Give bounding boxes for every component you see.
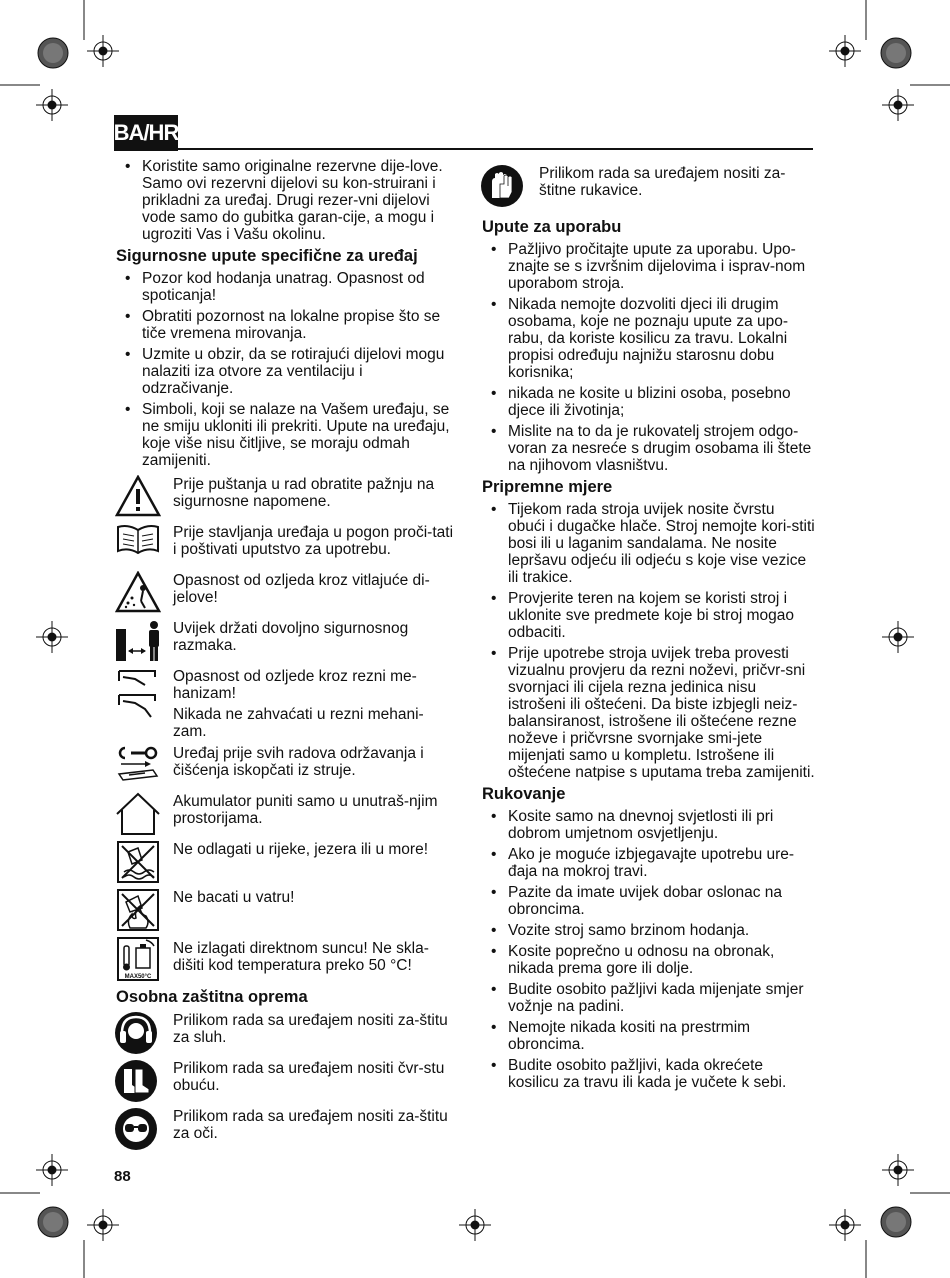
- symbol-row: [114, 792, 454, 836]
- list-item: • Kosite poprečno u odnosu na obronak, nikada prema gore ili dolje.: [480, 943, 815, 977]
- section-heading-ppe: Osobna zaštitna oprema: [116, 988, 308, 1006]
- ppe-row: [114, 1059, 454, 1103]
- svg-text:MAX50°C: MAX50°C: [124, 974, 152, 980]
- list-item: • Ako je moguće izbjegavajte upotrebu ure-đaja na mokroj travi.: [480, 846, 815, 880]
- gloves-icon: [480, 164, 524, 208]
- safety-boots-icon: [114, 1059, 158, 1103]
- symbol-row: [114, 523, 454, 567]
- symbol-text: Uređaj prije svih radova održavanja i čišćenja iskopčati iz struje.: [173, 745, 424, 779]
- right-column: [480, 158, 815, 1095]
- symbol-text: Prije stavljanja uređaja u pogon proči-tati i poštivati uputstvo za upotrebu.: [173, 524, 454, 558]
- symbol-row: [114, 475, 454, 519]
- symbol-text: Opasnost od ozljede kroz rezni me-hanizam!: [173, 668, 417, 702]
- list-item: • Prije upotrebe stroja uvijek treba provesti vizualnu provjeru da rezni noževi, pričvr-sni svornjaci ili cijela rezna jedinica nisu istrošeni ili oštećeni. Da biste izbjegli neiz-balansiranost, istrošene ili oštećene rezne noževe i pričvrsne svornjake smi-jete mijenjati samo u kompletu. Istrošene ili oštećene natpise s uputama treba zamijeniti.: [480, 645, 815, 781]
- list-item: • Obratiti pozornost na lokalne propise što se tiče vremena mirovanja.: [114, 308, 454, 342]
- ppe-row: [114, 1011, 454, 1055]
- no-heat-max50-icon: [114, 936, 162, 980]
- symbol-text: Prije puštanja u rad obratite pažnju na sigurnosne napomene.: [173, 476, 435, 510]
- no-water-disposal-icon: [114, 840, 162, 884]
- list-item: • Tijekom rada stroja uvijek nosite čvrstu obući i dugačke hlače. Stroj nemojte kori-stiti bosi ili u laganim sandalama. Ne nosite lepršavu odjeću ili odjeću s koje vise vezice ili trakice.: [480, 501, 815, 586]
- cutting-blade-hand-icon: [114, 667, 162, 737]
- list-item: • Provjerite teren na kojem se koristi stroj i uklonite sve predmete koje bi stroj mogao odbaciti.: [480, 590, 815, 641]
- list-item: • Pažljivo pročitajte upute za uporabu. Upo-znajte se s izvršnim dijelovima i isprav-nom uporabom stroja.: [480, 241, 815, 292]
- list-item: • Vozite stroj samo brzinom hodanja.: [480, 922, 815, 939]
- ppe-row: [114, 1107, 454, 1151]
- symbol-text: Ne izlagati direktnom suncu! Ne skla-dišiti kod temperatura preko 50 °C!: [173, 940, 429, 974]
- list-item: • Kosite samo na dnevnoj svjetlosti ili pri dobrom umjetnom osvjetljenju.: [480, 808, 815, 842]
- preparation-list: [480, 501, 815, 781]
- symbol-text: Ne odlagati u rijeke, jezera ili u more!: [173, 841, 429, 858]
- symbol-text: Opasnost od ozljeda kroz vitlajuće di-jelove!: [173, 572, 430, 606]
- list-item: • Pozor kod hodanja unatrag. Opasnost od spoticanja!: [114, 270, 454, 304]
- no-fire-icon: [114, 888, 162, 932]
- ppe-text: Prilikom rada sa uređajem nositi čvr-stu obuću.: [173, 1060, 445, 1094]
- header-rule: [114, 148, 813, 150]
- section-heading-device-safety: Sigurnosne upute specifične za uređaj: [116, 247, 418, 265]
- symbol-row: [114, 888, 454, 932]
- symbol-row: [114, 936, 454, 980]
- section-heading-usage: Upute za uporabu: [482, 218, 622, 236]
- usage-list: [480, 241, 815, 474]
- symbol-row: [114, 571, 454, 615]
- list-item: • Mislite na to da je rukovatelj strojem odgo-voran za nesreće s drugim osobama ili štete na njihovom vlasništvu.: [480, 423, 815, 474]
- symbol-text: Ne bacati u vatru!: [173, 889, 295, 906]
- open-manual-icon: [114, 523, 162, 567]
- symbol-text: Akumulator puniti samo u unutraš-njim prostorijama.: [173, 793, 438, 827]
- ppe-text: Prilikom rada sa uređajem nositi za-štitne rukavice.: [539, 165, 786, 199]
- symbol-row: [114, 667, 454, 740]
- page-number: 88: [114, 1168, 131, 1185]
- list-item: • nikada ne kosite u blizini osoba, posebno djece ili životinja;: [480, 385, 815, 419]
- left-column: [114, 158, 454, 1155]
- symbol-row: [114, 619, 454, 663]
- ppe-text: Prilikom rada sa uređajem nositi za-štitu za oči.: [173, 1108, 448, 1142]
- ppe-list: [114, 1011, 454, 1151]
- list-item: • Budite osobito pažljivi kada mijenjate smjer vožnje na padini.: [480, 981, 815, 1015]
- unplug-key-icon: [114, 744, 162, 788]
- list-item: • Pazite da imate uvijek dobar oslonac na obroncima.: [480, 884, 815, 918]
- flying-objects-icon: [114, 571, 162, 615]
- intro-list: [114, 158, 454, 243]
- safe-distance-icon: [114, 619, 162, 663]
- list-item: • Nemojte nikada kositi na prestrmim obroncima.: [480, 1019, 815, 1053]
- list-item: • Koristite samo originalne rezervne dije-love. Samo ovi rezervni dijelovi su kon-struirani i prikladni za uređaj. Drugi rezer-vni dijelovi vode samo do gubitka garan-cije, a mogu i ugroziti Vas i Vašu okolinu.: [114, 158, 454, 243]
- ppe-text: Prilikom rada sa uređajem nositi za-štitu za sluh.: [173, 1012, 448, 1046]
- symbol-row: [114, 744, 454, 788]
- list-item: • Budite osobito pažljivi, kada okrećete kosilicu za travu ili kada je vučete k sebi.: [480, 1057, 815, 1091]
- handling-list: [480, 808, 815, 1091]
- warning-triangle-icon: [114, 475, 162, 519]
- symbol-text: Uvijek držati dovoljno sigurnosnog razmaka.: [173, 620, 409, 654]
- ear-protection-icon: [114, 1011, 158, 1055]
- ppe-row: [480, 164, 815, 208]
- list-item: • Nikada nemojte dozvoliti djeci ili drugim osobama, koje ne poznaju upute za upo-rabu, da koriste kosilicu za travu. Lokalni propisi određuju najnižu starosnu dobu korisnika;: [480, 296, 815, 381]
- symbol-text-secondary: Nikada ne zahvaćati u rezni mehani-zam.: [173, 706, 424, 740]
- list-item: • Simboli, koji se nalaze na Vašem uređaju, se ne smiju ukloniti ili prekriti. Upute na uređaju, koje više nisu čitljive, se moraju odmah zamijeniti.: [114, 401, 454, 469]
- device-safety-list: [114, 270, 454, 469]
- section-heading-handling: Rukovanje: [482, 785, 566, 803]
- language-tag: BA/HR: [114, 115, 178, 151]
- symbol-list: [114, 475, 454, 980]
- eye-protection-icon: [114, 1107, 158, 1151]
- section-heading-preparation: Pripremne mjere: [482, 478, 613, 496]
- house-indoor-icon: [114, 792, 162, 836]
- symbol-row: [114, 840, 454, 884]
- list-item: • Uzmite u obzir, da se rotirajući dijelovi mogu nalaziti iza otvore za ventilaciju i odzračivanje.: [114, 346, 454, 397]
